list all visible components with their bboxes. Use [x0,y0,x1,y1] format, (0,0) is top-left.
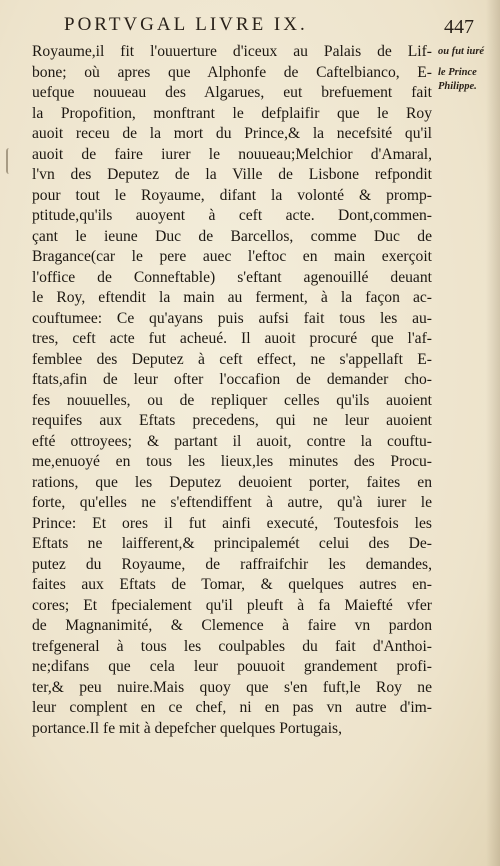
text-line: requifes aux Eftats precedens, qui ne leur auoient [32,412,432,429]
text-line: forte, qu'elles ne s'eftendiffent à autre, qu'à iurer le [32,494,432,511]
text-line: rations, que les Deputez deuoient porter, faites en [32,473,432,491]
text-line: l'vn des Deputez de la Ville de Lisbone refpondit [32,166,432,183]
text-line: couftumee: Ce qu'ayans puis aufsi fait tous les au- [32,309,432,327]
running-title: PORTVGAL LIVRE IX. [64,14,308,35]
page-number: 447 [444,16,474,38]
text-line: çant le ieune Duc de Barcellos, comme Duc de [32,227,432,245]
text-line: ter,& peu nuire.Mais quoy que s'en fuft,le Roy ne [32,678,432,696]
text-line: efté ottroyees; & partant il auoit, contre la couftu- [32,432,432,450]
body-text [32,42,432,739]
text-line: ftats,afin de leur ofter l'occafion de demander cho- [32,371,432,388]
margin-bracket-mark [6,148,14,174]
page-header [64,14,474,42]
text-line: portance.Il fe mit à depefcher quelques Portugais, [32,719,343,737]
margin-note: ou fut iuré [438,46,485,57]
text-line: auoit receu de la mort du Prince,& la necefsité qu'il [32,125,432,142]
margin-note: le Prince [438,66,477,78]
text-line: fes nouuelles, ou de repliquer celles qu'ils auoient [32,391,432,409]
text-line: ptitude,qu'ils auoyent à ceft acte. Dont,commen- [32,207,432,224]
text-line: Prince: Et ores il fut ainfi executé, Toutesfois les [32,514,432,532]
page-gutter-shadow [486,0,500,866]
text-line: ne;difans que cela leur pouuoit grandement profi- [32,658,432,675]
text-line: tres, ceft acte fut acheué. Il auoit procuré que l'af- [32,330,432,347]
text-line: Royaume,il fit l'ouuerture d'iceux au Palais de Lif- [32,43,432,60]
text-line: faites aux Eftats de Tomar, & quelques autres en- [32,576,432,593]
text-line: putez du Royaume, de raffraifchir les demandes, [32,555,432,573]
margin-note: Philippe. [438,81,477,92]
text-line: le Roy, eftendit la main au ferment, à la façon ac- [32,289,432,306]
text-line: de Magnanimité, & Clemence à faire vn pardon [32,617,432,634]
text-line: femblee des Deputez à ceft effect, ne s'appellaft E- [32,350,432,368]
text-line: la Propofition, monftrant le defplaifir que le Roy [32,104,432,122]
text-line: me,enuoyé en tous les lieux,les minutes des Procu- [32,453,432,470]
text-line: Eftats ne laifferent,& principalemét celui des De- [32,535,432,552]
text-line: uefque nouueau des Algarues, eut brefuement fait [32,84,432,101]
text-line: leur complent en ce chef, ni en pas vn autre d'im- [32,699,432,716]
text-line: trefgeneral à tous les coulpables du fait d'Anthoi- [32,637,432,655]
text-line: l'office de Conneftable) s'eftant agenouillé deuant [32,268,432,286]
text-line: bone; où apres que Alphonfe de Caftelbianco, E- [32,63,432,81]
text-line: auoit de faire iurer le nouueau;Melchior d'Amaral, [32,145,432,163]
text-line: Bragance(car le pere auec l'eftoc en main exerçoit [32,248,432,265]
text-line: pour tout le Royaume, difant la volonté & promp- [32,186,432,204]
text-line: cores; Et fpecialement qu'il pleuft à fa Maiefté vfer [32,596,432,614]
